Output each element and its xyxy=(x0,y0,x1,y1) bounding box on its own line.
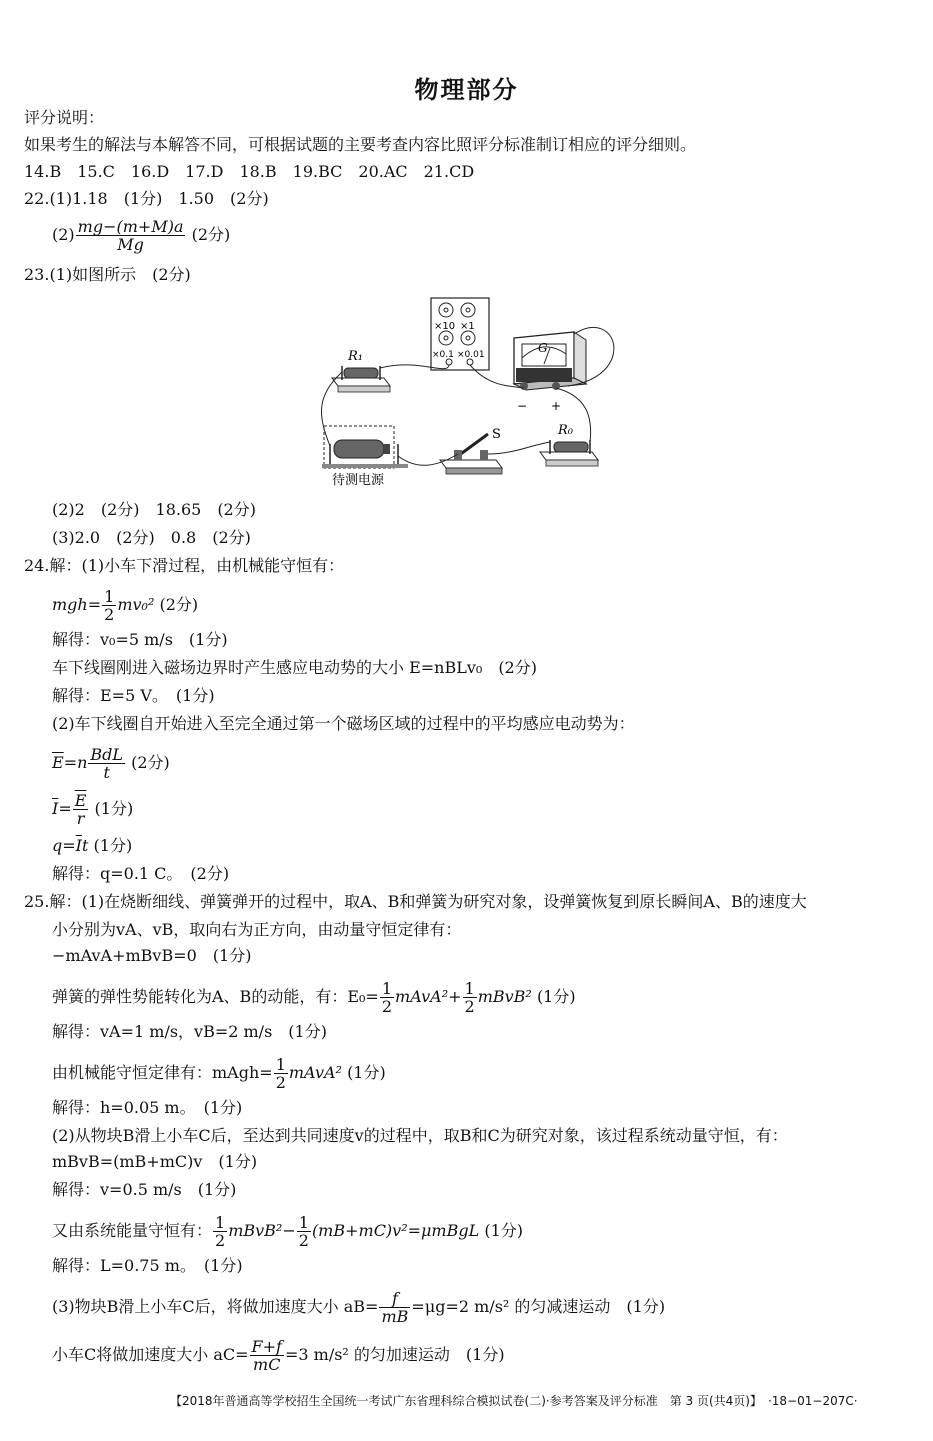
q23-part1: 23.(1)如图所示 (2分) xyxy=(24,265,191,284)
q25-energy xyxy=(52,980,576,1015)
q25-sol1: 解得：vA=1 m/s，vB=2 m/s (1分) xyxy=(52,1022,327,1041)
q24-eq3 xyxy=(52,792,133,827)
q24-eq2-left: =n xyxy=(63,753,88,772)
q25-part4-num: F+f xyxy=(251,1337,282,1356)
q22-part2-label: (2) xyxy=(52,225,75,244)
q25-sys-mid: mBvB²− xyxy=(228,1221,296,1240)
q25-eq2: mBvB=(mB+mC)v (1分) xyxy=(52,1152,258,1171)
q24-eq1-den: 2 xyxy=(104,605,115,624)
q24-eq1-left: mgh= xyxy=(52,595,102,614)
q25-part3-den: mB xyxy=(381,1307,409,1326)
q22-numerator: mg−(m+M)a xyxy=(77,217,184,236)
q25-sys-score: (1分) xyxy=(484,1221,523,1240)
q25-sys-frac2-den: 2 xyxy=(298,1231,309,1250)
q24-eq2-fraction xyxy=(88,746,125,781)
q25-mech-left: 由机械能守恒定律有：mAgh= xyxy=(52,1063,273,1082)
q25-eq1: −mAvA+mBvB=0 (1分) xyxy=(52,946,252,965)
label-x1: ×1 xyxy=(460,321,475,332)
q25-energy-frac1-den: 2 xyxy=(381,997,393,1016)
q25-part2: (2)从物块B滑上小车C后，至达到共同速度v的过程中，取B和C为研究对象，该过程系统动量守恒，有： xyxy=(52,1126,788,1145)
q24-eq4 xyxy=(52,836,132,856)
q24-sol3: 解得：q=0.1 C。 (2分) xyxy=(52,864,230,883)
q25-part3-left: (3)物块B滑上小车C后，将做加速度大小 aB= xyxy=(52,1297,379,1316)
q24-eq3-num: $\overline{E}$ xyxy=(74,791,87,810)
q25-mech-frac xyxy=(274,1056,288,1091)
q25-sys-energy xyxy=(52,1214,523,1249)
q25-mech-score: (1分) xyxy=(347,1063,386,1082)
q25-sol2: 解得：h=0.05 m。 (1分) xyxy=(52,1098,243,1117)
q24-eq4-score: (1分) xyxy=(93,836,133,855)
q25-part3-num: f xyxy=(379,1290,410,1308)
label-minus: − xyxy=(517,399,528,413)
label-r1: R₁ xyxy=(348,349,363,364)
q22-fraction xyxy=(76,218,186,253)
q25-energy-frac1 xyxy=(380,980,394,1015)
q22-denominator: Mg xyxy=(117,235,144,254)
scoring-heading: 评分说明： xyxy=(24,108,105,127)
q24-intro: 24.解：(1)小车下滑过程，由机械能守恒有： xyxy=(24,556,345,575)
q23-part2: (2)2 (2分) 18.65 (2分) xyxy=(52,500,256,519)
q25-energy-score: (1分) xyxy=(536,987,576,1006)
q22-part2 xyxy=(52,218,230,253)
q25-intro2: 小分别为vA、vB，取向右为正方向，由动量守恒定律有： xyxy=(52,920,462,939)
label-source: 待测电源 xyxy=(332,473,385,488)
q25-part3-frac xyxy=(379,1290,410,1325)
q24-eq2-den: t xyxy=(103,763,110,782)
q25-part3 xyxy=(52,1290,665,1325)
q24-eq2-num: BdL xyxy=(90,745,124,764)
q25-sys-frac2 xyxy=(297,1214,311,1249)
galvanometer xyxy=(514,332,586,390)
q24-eq3-fraction xyxy=(73,792,89,827)
label-g: G xyxy=(538,341,548,355)
q25-mech-right: mAvA² xyxy=(288,1063,342,1082)
q24-eq2 xyxy=(52,746,170,781)
page-footer: 【2018年普通高等学校招生全国统一考试广东省理科综合模拟试卷(二)·参考答案及评分标准 第 3 页(共4页)】 ·18−01−207C· xyxy=(170,1394,858,1408)
q25-sys-frac1-den: 2 xyxy=(215,1231,226,1250)
label-x10: ×10 xyxy=(434,321,456,332)
q25-mech-frac-num: 1 xyxy=(275,1055,286,1074)
q24-sol1: 解得：v₀=5 m/s (1分) xyxy=(52,630,228,649)
label-plus: + xyxy=(551,399,562,413)
q25-sys-frac1 xyxy=(213,1214,227,1249)
q25-energy-right: mBvB² xyxy=(477,987,532,1006)
label-switch: S xyxy=(492,427,501,442)
q25-sys-frac2-num: 1 xyxy=(298,1213,309,1232)
q24-eq1-right: mv₀² xyxy=(117,595,155,614)
resistor-r1 xyxy=(332,366,390,392)
q24-eq4-t: t xyxy=(81,836,89,855)
q24-eq2-score: (2分) xyxy=(131,753,170,772)
q25-sol4: 解得：L=0.75 m。 (1分) xyxy=(52,1256,243,1275)
label-r0: R₀ xyxy=(558,423,573,438)
label-x001: ×0.01 xyxy=(457,350,485,360)
q25-energy-mid: mAvA²+ xyxy=(395,987,462,1006)
q24-eq3-left: = xyxy=(58,799,72,818)
q25-energy-frac1-num: 1 xyxy=(381,979,393,998)
q24-eq3-ibar: $\overline{I}$ xyxy=(52,799,59,818)
label-x01: ×0.1 xyxy=(432,350,454,360)
q25-sys-frac1-num: 1 xyxy=(215,1213,226,1232)
q25-sol3: 解得：v=0.5 m/s (1分) xyxy=(52,1180,237,1199)
q24-eq1-fraction xyxy=(102,588,116,623)
q25-part4-left: 小车C将做加速度大小 aC= xyxy=(52,1345,249,1364)
q24-eq2-ebar: $\overline{E}$ xyxy=(52,753,64,772)
q25-part4-right: =3 m/s² 的匀加速运动 (1分) xyxy=(284,1345,505,1364)
q25-part4-den: mC xyxy=(253,1355,281,1374)
q25-energy-frac2 xyxy=(463,980,477,1015)
q25-part3-right: =μg=2 m/s² 的匀减速运动 (1分) xyxy=(411,1297,666,1316)
q24-sol2: 解得：E=5 V。 (1分) xyxy=(52,686,215,705)
circuit-diagram xyxy=(318,296,628,492)
choice-answers: 14.B 15.C 16.D 17.D 18.B 19.BC 20.AC 21.CD xyxy=(24,162,475,181)
q22-part1: 22.(1)1.18 (1分) 1.50 (2分) xyxy=(24,189,269,208)
resistor-r0 xyxy=(540,440,598,466)
q24-emf: 车下线圈刚进入磁场边界时产生感应电动势的大小 E=nBLv₀ (2分) xyxy=(52,658,537,677)
q24-eq3-den: r xyxy=(76,809,85,828)
q24-part2: (2)车下线圈自开始进入至完全通过第一个磁场区域的过程中的平均感应电动势为： xyxy=(52,714,635,733)
q22-part2-score: (2分) xyxy=(191,225,231,244)
q25-sys-left: 又由系统能量守恒有： xyxy=(52,1221,213,1240)
q25-intro1: 25.解：(1)在烧断细线、弹簧弹开的过程中，取A、B和弹簧为研究对象，设弹簧恢复到原长瞬间A、B的速度大 xyxy=(24,892,807,911)
q25-mech-frac-den: 2 xyxy=(275,1073,286,1092)
q24-eq1-score: (2分) xyxy=(159,595,199,614)
q24-eq4-left: q= xyxy=(52,836,76,855)
q24-eq4-ibar: $\overline{I}$ xyxy=(75,836,82,855)
q24-eq3-score: (1分) xyxy=(94,799,134,818)
q25-part4-frac xyxy=(250,1338,284,1373)
q24-eq1 xyxy=(52,588,198,623)
q25-energy-frac2-den: 2 xyxy=(464,997,475,1016)
scoring-note: 如果考生的解法与本解答不同，可根据试题的主要考查内容比照评分标准制订相应的评分细则。 xyxy=(24,135,697,154)
q23-part3: (3)2.0 (2分) 0.8 (2分) xyxy=(52,528,251,547)
q25-mech xyxy=(52,1056,386,1091)
battery-source xyxy=(322,426,408,468)
q25-sys-right: (mB+mC)v²=μmBgL xyxy=(311,1221,480,1240)
page-title: 物理部分 xyxy=(414,76,519,104)
q25-part4 xyxy=(52,1338,505,1373)
q25-energy-left: 弹簧的弹性势能转化为A、B的动能，有：E₀= xyxy=(52,987,379,1006)
q24-eq1-num: 1 xyxy=(104,587,115,606)
q25-energy-frac2-num: 1 xyxy=(464,979,475,998)
